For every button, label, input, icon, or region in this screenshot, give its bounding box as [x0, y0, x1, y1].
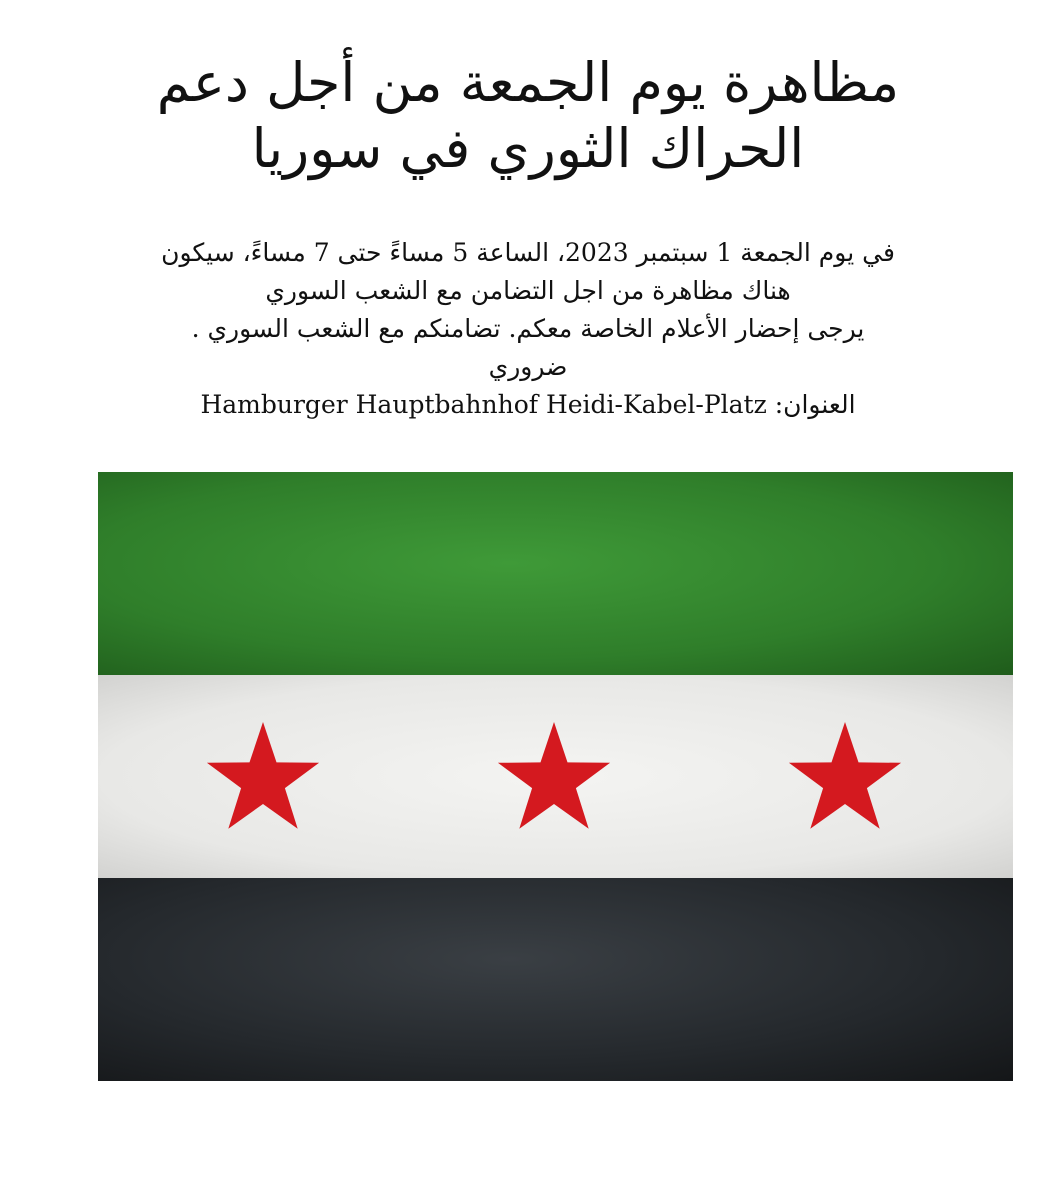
page-title	[60, 50, 996, 182]
details-line-1: في يوم الجمعة 1 سبتمبر 2023، الساعة 5 مساءً حتى 7 مساءً، سيكون	[161, 238, 895, 267]
star-icon	[498, 722, 610, 829]
star-icon	[207, 722, 319, 829]
event-details	[80, 234, 976, 424]
details-line-2: هناك مظاهرة من اجل التضامن مع الشعب السوري	[265, 276, 791, 305]
details-line-3: يرجى إحضار الأعلام الخاصة معكم. تضامنكم مع الشعب السوري .	[191, 314, 865, 343]
title-line-1: مظاهرة يوم الجمعة من أجل دعم	[156, 51, 900, 114]
address-line: Hamburger Hauptbahnhof Heidi-Kabel-Platz :العنوان	[200, 390, 856, 419]
star-icon	[789, 722, 901, 829]
title-line-2: الحراك الثوري في سوريا	[251, 117, 805, 180]
details-line-4: ضروري	[488, 352, 568, 381]
syrian-flag-image	[98, 472, 1013, 1081]
flag-stars	[98, 472, 1013, 1081]
